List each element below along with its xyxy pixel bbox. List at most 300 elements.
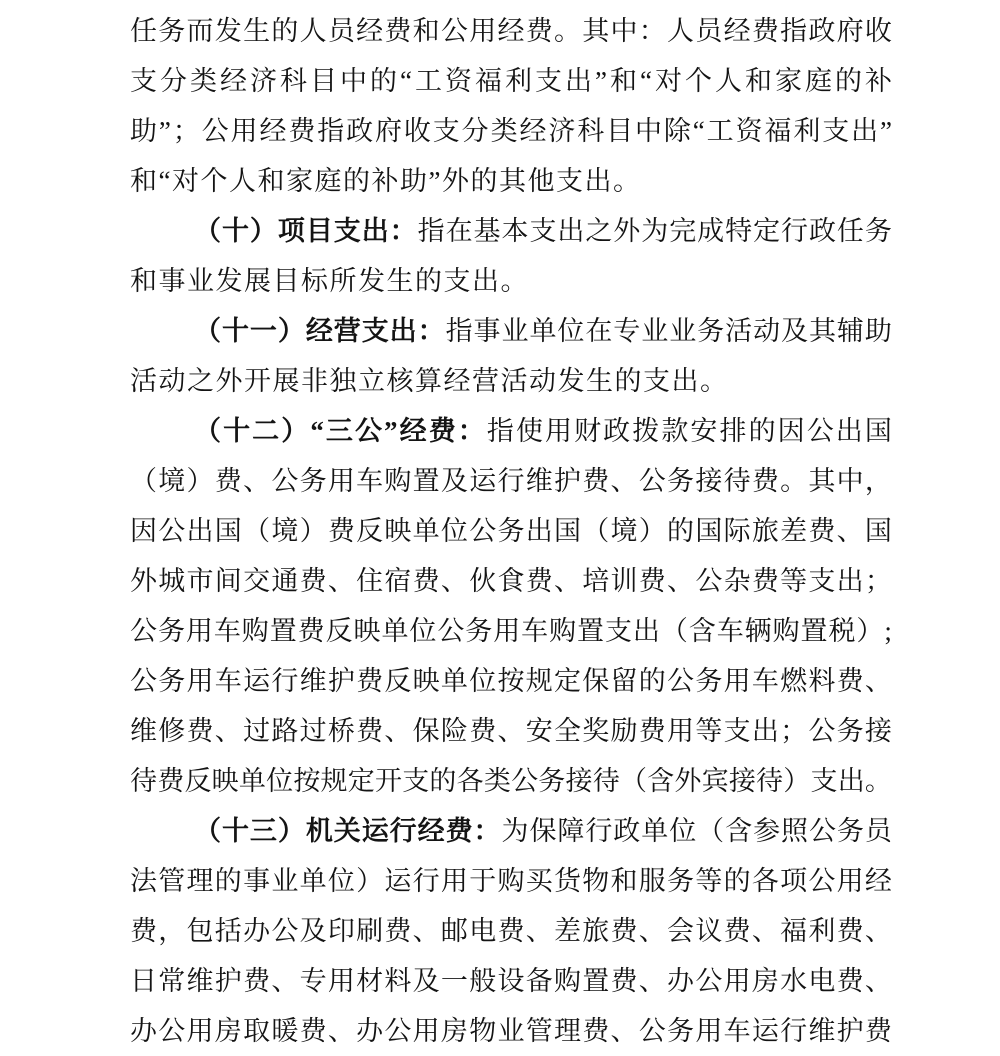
body-text-char: 成 xyxy=(697,216,725,246)
body-text-char: 费 xyxy=(638,716,666,746)
body-text-char: 映 xyxy=(384,516,412,546)
body-text-char: 费 xyxy=(297,616,325,646)
body-text-char: 出 xyxy=(472,266,499,296)
term-heading-char: 公 xyxy=(354,416,382,446)
body-text-char: 福 xyxy=(474,66,502,96)
body-text-char: 、 xyxy=(384,716,412,746)
body-text-char: 、 xyxy=(610,466,638,496)
body-text-char: 支 xyxy=(808,566,836,596)
body-text-char: 排 xyxy=(719,416,747,446)
body-text-char: 等 xyxy=(695,866,723,896)
body-text-char: 费 xyxy=(469,716,497,746)
body-text-char: 家 xyxy=(285,166,313,196)
body-text-char: 及 xyxy=(299,916,327,946)
body-text-char: 中 xyxy=(340,66,367,96)
term-heading-char: ） xyxy=(249,216,277,246)
body-text-char: 旅 xyxy=(751,516,779,546)
body-text-char: 公 xyxy=(130,666,157,696)
body-text-char: 各 xyxy=(751,866,779,896)
body-text-char: ） xyxy=(638,516,666,546)
body-text-char: 因 xyxy=(130,516,157,546)
body-text-char: 于 xyxy=(469,866,497,896)
body-text-char: 福 xyxy=(764,116,792,146)
body-text-char: 桥 xyxy=(327,716,355,746)
body-text-char: 济 xyxy=(250,66,277,96)
body-text-char: 护 xyxy=(836,1016,864,1046)
body-text-char: 费 xyxy=(525,566,553,596)
body-text-char: 对 xyxy=(171,166,199,196)
body-text-char: 护 xyxy=(327,666,355,696)
body-text-char: 费 xyxy=(384,16,412,46)
body-text-char: 的 xyxy=(470,166,498,196)
body-text-char: 材 xyxy=(356,966,384,996)
body-text-char: 车 xyxy=(356,466,384,496)
text-line xyxy=(130,406,892,456)
body-text-char: 公 xyxy=(638,1016,666,1046)
body-text-char: 业 xyxy=(669,316,697,346)
body-text-char: 支 xyxy=(529,216,557,246)
text-line xyxy=(130,906,892,956)
body-text-char: ， xyxy=(158,916,186,946)
body-text-char: 费 xyxy=(356,666,384,696)
body-text-char: 单 xyxy=(641,816,669,846)
body-text-char: 外 xyxy=(441,166,469,196)
body-text-char: 费 xyxy=(751,566,779,596)
body-text-char: 维 xyxy=(130,716,157,746)
body-text-char: 员 xyxy=(695,16,723,46)
body-text-char: 常 xyxy=(158,966,186,996)
body-text-char: 济 xyxy=(548,116,576,146)
body-text-char: 、 xyxy=(440,566,468,596)
body-text-char: 位 xyxy=(469,666,497,696)
body-text-char: 备 xyxy=(525,966,553,996)
body-text-char: 置 xyxy=(582,966,610,996)
body-text-char: 车 xyxy=(723,1016,751,1046)
body-text-char: 的 xyxy=(370,66,397,96)
body-text-char: 利 xyxy=(793,116,821,146)
body-text-char: 务 xyxy=(836,716,864,746)
body-text-char: 规 xyxy=(525,666,553,696)
body-text-char: 货 xyxy=(553,866,581,896)
body-text-char: 动 xyxy=(753,316,781,346)
body-text-char: 出 xyxy=(557,216,585,246)
body-text-char: 置 xyxy=(577,616,604,646)
body-text-char: 独 xyxy=(329,366,357,396)
body-text-char: 费 xyxy=(751,16,779,46)
body-text-char: 通 xyxy=(271,566,299,596)
body-text-char: 出 xyxy=(186,516,214,546)
body-text-char: 经 xyxy=(259,116,287,146)
body-text-char: 。 xyxy=(780,466,808,496)
body-text-char: 用 xyxy=(695,1016,723,1046)
body-text-char: 行 xyxy=(585,816,613,846)
body-text-char: 的 xyxy=(429,766,457,796)
body-text-char: 过 xyxy=(299,716,327,746)
body-text-char: 经 xyxy=(443,366,471,396)
body-text-char: 接 xyxy=(864,716,892,746)
body-text-char: 发 xyxy=(214,16,242,46)
body-text-char: 理 xyxy=(553,1016,581,1046)
body-text-char: 立 xyxy=(358,366,385,396)
body-text-char: 行 xyxy=(271,666,299,696)
body-text-char: 用 xyxy=(230,116,258,146)
body-text-char: 括 xyxy=(214,916,242,946)
text-line xyxy=(130,306,892,356)
body-text-char: 费 xyxy=(808,516,836,546)
body-text-char: 际 xyxy=(723,516,751,546)
body-text-char: 反 xyxy=(184,766,212,796)
body-text-char: 在 xyxy=(585,316,613,346)
text-line xyxy=(130,356,892,406)
body-text-char: 务 xyxy=(667,866,695,896)
body-text-char: 房 xyxy=(440,1016,468,1046)
body-text-char: 用 xyxy=(723,666,751,696)
body-text-char: 对 xyxy=(654,66,682,96)
body-text-char: 含 xyxy=(647,766,675,796)
body-text-char: 邮 xyxy=(440,916,468,946)
body-text-char: 公 xyxy=(695,566,723,596)
body-text-char: 资 xyxy=(735,116,763,146)
text-line xyxy=(130,206,892,256)
body-text-char: 。 xyxy=(864,766,892,796)
body-text-char: “ xyxy=(400,66,412,96)
body-text-char: 待 xyxy=(592,766,620,796)
body-text-char: 展 xyxy=(272,366,300,396)
body-text-char: 营 xyxy=(472,366,499,396)
term-heading-char: ） xyxy=(277,816,305,846)
body-text-char: 中 xyxy=(635,116,663,146)
body-text-char: 印 xyxy=(327,916,355,946)
body-text-char: 庭 xyxy=(314,166,342,196)
text-line xyxy=(130,756,892,806)
body-text-char: 用 xyxy=(545,416,573,446)
body-text-char: 国 xyxy=(214,516,242,546)
body-text-char: 类 xyxy=(483,766,511,796)
body-text-char: 类 xyxy=(190,66,217,96)
term-heading-char: 十 xyxy=(221,216,249,246)
body-text-char: 、 xyxy=(525,916,553,946)
body-text-char: 业 xyxy=(187,266,214,296)
body-text-char: 政 xyxy=(808,16,836,46)
body-text-char: 利 xyxy=(504,66,532,96)
term-heading-char: （ xyxy=(194,416,221,446)
body-text-char: ” xyxy=(880,116,892,146)
body-text-char: 务 xyxy=(695,666,723,696)
body-text-char: 的 xyxy=(638,666,666,696)
body-text-char: 他 xyxy=(527,166,555,196)
body-text-char: 开 xyxy=(374,766,402,796)
body-text-char: 务 xyxy=(158,16,186,46)
body-text-char: 购 xyxy=(384,466,412,496)
body-text-char: 运 xyxy=(243,666,271,696)
body-text-char: 住 xyxy=(356,566,384,596)
body-text-char: 按 xyxy=(293,766,321,796)
body-text-char: 出 xyxy=(837,766,865,796)
text-line xyxy=(130,556,892,606)
body-text-char: （ xyxy=(619,766,647,796)
body-text-char: 位 xyxy=(669,816,697,846)
body-text-char: 经 xyxy=(356,16,384,46)
body-text-char: 用 xyxy=(327,466,355,496)
body-text-char: 定 xyxy=(347,766,375,796)
body-text-char: 、 xyxy=(327,1016,355,1046)
body-text-char: （ xyxy=(130,466,157,496)
body-text-char: ） xyxy=(186,466,214,496)
body-text-char: 保 xyxy=(412,716,440,746)
body-text-char: 其 xyxy=(498,166,526,196)
body-text-char: 经 xyxy=(220,66,247,96)
body-text-char: 置 xyxy=(412,466,440,496)
body-text-char: 动 xyxy=(158,366,186,396)
body-text-char: 目 xyxy=(272,266,300,296)
body-text-char: 及 xyxy=(440,466,468,496)
body-text-char: 、 xyxy=(553,566,581,596)
body-text-char: ） xyxy=(783,766,811,796)
body-text-char: 务 xyxy=(497,516,525,546)
body-text-char: ， xyxy=(864,466,892,496)
body-text-char: 映 xyxy=(412,666,440,696)
body-text-char: ； xyxy=(172,116,200,146)
body-text-char: 行 xyxy=(780,1016,808,1046)
body-text-char: （ xyxy=(660,616,688,646)
body-text-char: 目 xyxy=(310,66,337,96)
body-text-char: 款 xyxy=(661,416,689,446)
body-text-char: 外 xyxy=(215,366,243,396)
body-text-char: 理 xyxy=(186,866,214,896)
body-text-char: 、 xyxy=(864,666,892,696)
body-text-char: （ xyxy=(243,516,271,546)
body-text-char: 费 xyxy=(751,466,779,496)
body-text-char: 目 xyxy=(606,116,634,146)
body-text-char: 含 xyxy=(688,616,716,646)
body-text-char: 收 xyxy=(864,16,892,46)
body-text-char: 费 xyxy=(610,916,638,946)
body-text-char: 经 xyxy=(723,16,751,46)
term-heading-char: 支 xyxy=(361,316,389,346)
body-text-char: 出 xyxy=(632,616,660,646)
body-text-char: 因 xyxy=(777,416,805,446)
text-line xyxy=(130,1006,892,1056)
term-heading-char: 经 xyxy=(399,416,427,446)
body-text-char: 和 xyxy=(744,66,772,96)
body-text-char: 费 xyxy=(497,916,525,946)
body-text-char: 发 xyxy=(557,366,585,396)
body-text-char: 公 xyxy=(667,666,695,696)
body-text-char: 境 xyxy=(271,516,299,546)
body-text-char: 费 xyxy=(610,966,638,996)
body-text-char: 核 xyxy=(386,366,414,396)
body-text-char: 展 xyxy=(244,266,271,296)
body-text-char: 业 xyxy=(501,316,529,346)
body-text-char: 、 xyxy=(271,966,299,996)
body-text-char: 公 xyxy=(271,916,299,946)
body-text-char: 用 xyxy=(667,716,695,746)
body-text-char: 、 xyxy=(638,916,666,946)
body-text-char: 单 xyxy=(412,516,440,546)
body-text-char: 购 xyxy=(553,966,581,996)
term-heading-char: 行 xyxy=(389,816,417,846)
body-text-char: 护 xyxy=(553,466,581,496)
body-text-char: 定 xyxy=(753,216,781,246)
body-text-char: 其 xyxy=(808,466,836,496)
body-text-char: 取 xyxy=(243,1016,271,1046)
body-text-char: 为 xyxy=(501,816,529,846)
body-text-char: 科 xyxy=(577,116,605,146)
term-heading-char: （ xyxy=(194,216,221,246)
body-text-char: 事 xyxy=(243,866,271,896)
body-text-char: 出 xyxy=(525,516,553,546)
body-text-char: 公 xyxy=(384,1016,412,1046)
body-text-char: 法 xyxy=(130,866,157,896)
body-text-char: 的 xyxy=(834,66,862,96)
body-text-char: 公 xyxy=(201,116,229,146)
body-text-char: 出 xyxy=(751,716,779,746)
body-text-char: 车 xyxy=(214,666,242,696)
term-heading-char: ： xyxy=(389,216,417,246)
body-text-char: 电 xyxy=(808,966,836,996)
body-text-char: 动 xyxy=(529,366,556,396)
body-text-char: 活 xyxy=(130,366,157,396)
text-line xyxy=(130,506,892,556)
body-text-char: 暖 xyxy=(271,1016,299,1046)
body-text-char: 为 xyxy=(641,216,669,246)
body-text-char: 一 xyxy=(440,966,468,996)
body-text-char: 电 xyxy=(469,916,497,946)
body-text-char: 非 xyxy=(301,366,328,396)
body-text-char: 训 xyxy=(610,566,638,596)
body-text-char: 差 xyxy=(780,516,808,546)
body-text-char: 车 xyxy=(751,666,779,696)
body-text-char: 反 xyxy=(384,666,412,696)
body-text-char: 规 xyxy=(320,766,348,796)
body-text-char: 单 xyxy=(238,766,266,796)
body-text-char: 人 xyxy=(228,166,256,196)
body-text-char: 用 xyxy=(493,616,521,646)
body-text-char: 培 xyxy=(582,566,610,596)
body-text-char: 费 xyxy=(582,466,610,496)
body-text-char: 拨 xyxy=(632,416,660,446)
body-text-char: 辅 xyxy=(836,316,864,346)
body-text-char: 护 xyxy=(214,966,242,996)
body-text-char: 单 xyxy=(299,866,327,896)
body-text-char: 辆 xyxy=(744,616,772,646)
body-text-char: 各 xyxy=(456,766,484,796)
body-text-char: 助 xyxy=(399,166,427,196)
term-heading-char: 运 xyxy=(361,816,389,846)
body-text-char: 反 xyxy=(356,516,384,546)
body-text-char: “ xyxy=(692,116,705,146)
term-heading-char: ） xyxy=(281,416,309,446)
body-text-char: 位 xyxy=(327,866,355,896)
body-text-char: ； xyxy=(864,566,892,596)
body-text-char: 和 xyxy=(610,866,638,896)
term-heading-char: ： xyxy=(457,416,485,446)
term-heading-char: 经 xyxy=(305,316,333,346)
body-text-char: 国 xyxy=(553,516,581,546)
body-text-char: 费 xyxy=(412,566,440,596)
body-text-char: 务 xyxy=(667,466,695,496)
body-text-char: 员 xyxy=(327,16,355,46)
text-line xyxy=(130,956,892,1006)
body-text-char: 指 xyxy=(317,116,345,146)
body-text-char: 府 xyxy=(836,16,864,46)
body-text-char: 人 xyxy=(714,66,742,96)
body-text-char: 费 xyxy=(157,766,185,796)
body-text-char: 公 xyxy=(638,466,666,496)
body-text-char: 差 xyxy=(553,916,581,946)
body-text-char: 公 xyxy=(808,716,836,746)
body-text-char: 公 xyxy=(695,966,723,996)
body-text-char: 务 xyxy=(864,216,892,246)
body-text-char: 公 xyxy=(469,516,497,546)
body-text-char: 映 xyxy=(211,766,239,796)
text-line xyxy=(130,6,892,56)
body-text-char: 家 xyxy=(774,66,802,96)
body-text-char: 维 xyxy=(186,966,214,996)
body-text-char: 过 xyxy=(243,716,271,746)
body-text-char: 含 xyxy=(725,816,753,846)
body-text-char: 的 xyxy=(342,166,370,196)
body-text-char: 用 xyxy=(327,966,355,996)
body-text-char: 收 xyxy=(403,116,431,146)
term-heading-char: 费 xyxy=(428,416,456,446)
body-text-char: 车 xyxy=(716,616,744,646)
body-text-char: 类 xyxy=(490,116,518,146)
body-text-char: 购 xyxy=(549,616,577,646)
body-text-char: 燃 xyxy=(780,666,808,696)
body-text-char: 行 xyxy=(497,466,525,496)
body-text-char: 专 xyxy=(299,966,327,996)
body-text-char: “ xyxy=(639,66,652,96)
body-text-char: 财 xyxy=(574,416,602,446)
body-text-char: 费 xyxy=(299,1016,327,1046)
body-text-char: 出 xyxy=(671,366,699,396)
body-text-char: 人 xyxy=(667,16,695,46)
body-text-char: 服 xyxy=(638,866,666,896)
body-text-char: 办 xyxy=(243,916,271,946)
body-text-char: 的 xyxy=(748,416,776,446)
body-text-char: 。 xyxy=(700,366,727,396)
body-text-char: 务 xyxy=(158,666,186,696)
body-text-char: 之 xyxy=(585,216,613,246)
body-text-char: 项 xyxy=(780,866,808,896)
body-text-char: 照 xyxy=(781,816,809,846)
body-text-char: 映 xyxy=(353,616,381,646)
body-text-char: 物 xyxy=(582,866,610,896)
body-text-char: 外 xyxy=(130,566,157,596)
body-text-char: 办 xyxy=(356,1016,384,1046)
body-text-char: 出 xyxy=(835,416,863,446)
text-line xyxy=(130,106,892,156)
body-text-char: 中 xyxy=(836,466,864,496)
term-heading-char: 费 xyxy=(445,816,473,846)
body-text-char: 置 xyxy=(269,616,297,646)
body-text-char: 助 xyxy=(864,316,892,346)
body-text-char: 用 xyxy=(412,1016,440,1046)
body-text-char: 补 xyxy=(864,66,892,96)
term-heading-char: 二 xyxy=(252,416,280,446)
body-text-char: 按 xyxy=(497,666,525,696)
body-text-char: 费 xyxy=(327,516,355,546)
body-text-char: 福 xyxy=(780,916,808,946)
body-text-char: 事 xyxy=(473,316,501,346)
body-text-char: 业 xyxy=(497,1016,525,1046)
body-text-char: 生 xyxy=(386,266,414,296)
body-text-char: 办 xyxy=(130,1016,157,1046)
body-text-char: ” xyxy=(594,66,607,96)
body-text-char: 支 xyxy=(723,716,751,746)
body-text-char: 。 xyxy=(500,266,528,296)
